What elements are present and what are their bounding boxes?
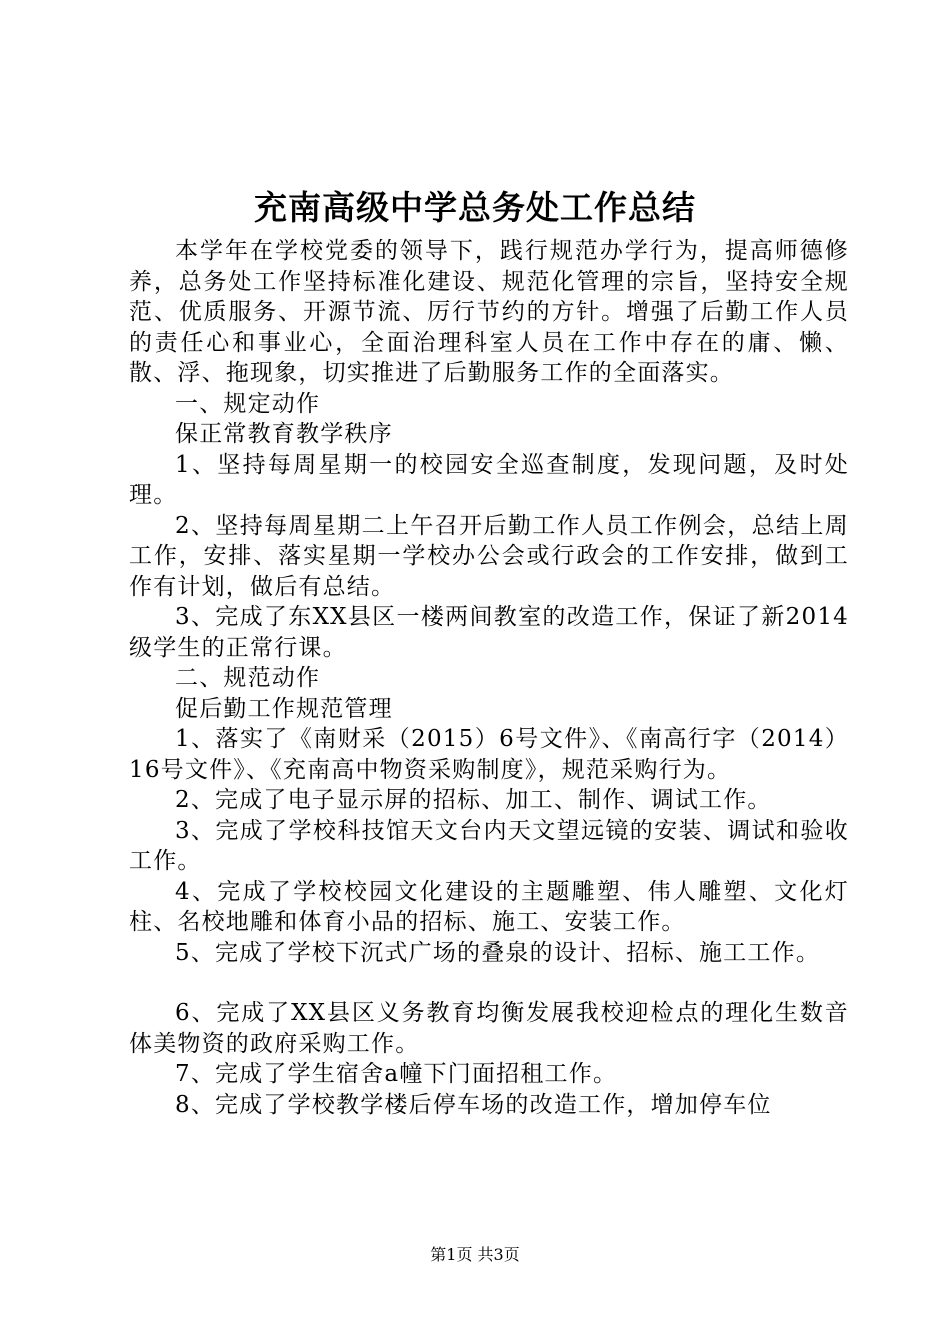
list-item: 3、完成了学校科技馆天文台内天文望远镜的安装、调试和验收工作。 — [129, 817, 849, 874]
list-item: 2、坚持每周星期二上午召开后勤工作人员工作例会，总结上周工作，安排、落实星期一学校办公会或行政会的工作安排，做到工作有计划，做后有总结。 — [129, 512, 849, 600]
list-item: 4、完成了学校校园文化建设的主题雕塑、伟人雕塑、文化灯柱、名校地雕和体育小品的招标、施工、安装工作。 — [129, 878, 849, 935]
list-item: 2、完成了电子显示屏的招标、加工、制作、调试工作。 — [175, 787, 772, 813]
intro-paragraph: 本学年在学校党委的领导下，践行规范办学行为，提高师德修养，总务处工作坚持标准化建设、规范化管理的宗旨，坚持安全规范、优质服务、开源节流、厉行节约的方针。增强了后勤工作人员的责任心和事业心，全面治理科室人员在工作中存在的庸、懒、散、浮、拖现象，切实推进了后勤服务工作的全面落实。 — [129, 238, 849, 386]
section-heading-1: 一、规定动作 — [175, 390, 321, 417]
document-title: 充南高级中学总务处工作总结 — [254, 188, 696, 227]
section-subheading-2: 促后勤工作规范管理 — [175, 695, 393, 722]
list-item: 1、坚持每周星期一的校园安全巡查制度，发现问题，及时处理。 — [129, 451, 849, 508]
section-subheading-1: 保正常教育教学秩序 — [175, 421, 393, 447]
list-item: 6、完成了XX县区义务教育均衡发展我校迎检点的理化生数音体美物资的政府采购工作。 — [129, 1000, 849, 1057]
section-heading-2: 二、规范动作 — [175, 665, 321, 691]
list-item: 3、完成了东XX县区一楼两间教室的改造工作，保证了新2014级学生的正常行课。 — [129, 604, 849, 661]
list-item: 7、完成了学生宿舍a幢下门面招租工作。 — [175, 1061, 618, 1087]
list-item: 8、完成了学校教学楼后停车场的改造工作，增加停车位 — [175, 1091, 772, 1118]
list-item: 1、落实了《南财采（2015）6号文件》、《南高行字（2014）16号文件》、《充南高中物资采购制度》，规范采购行为。 — [129, 726, 849, 783]
list-item: 5、完成了学校下沉式广场的叠泉的设计、招标、施工工作。 — [175, 939, 821, 966]
document-body — [129, 236, 849, 1120]
page-footer: 第1页 共3页 — [430, 1245, 520, 1264]
